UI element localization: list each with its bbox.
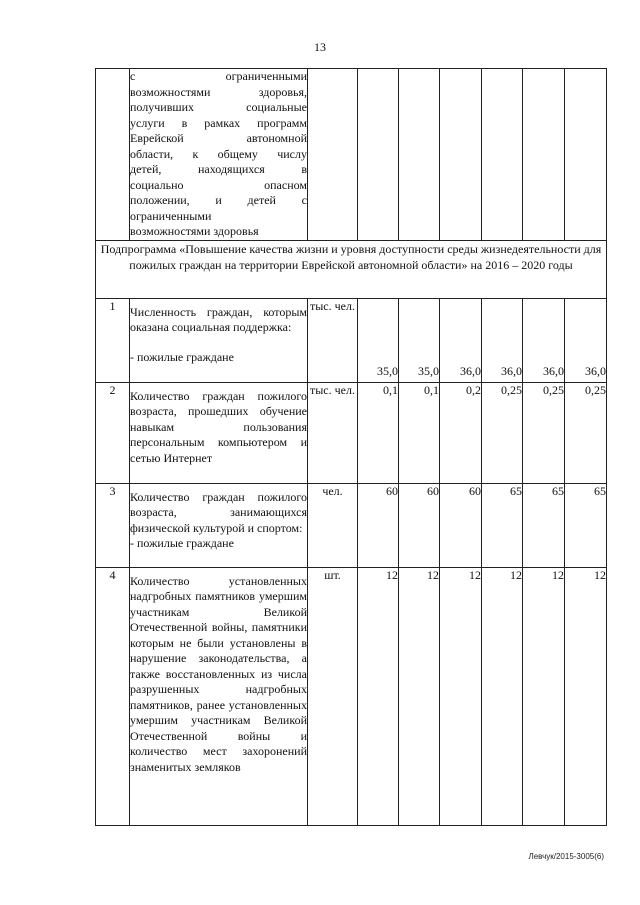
cell-indicator: Количество граждан пожилого возраста, прошедших обучение навыкам пользования персональным компьютером и сетью Интернет: [130, 382, 308, 483]
subprogram-heading: Подпрограмма «Повышение качества жизни и уровня доступности среды жизнедеятельности для пожилых граждан на территории Еврейской автономной области» на 2016 – 2020 годы: [96, 240, 607, 298]
page-number: 13: [314, 40, 326, 54]
indicator-line: с ограниченными: [130, 69, 307, 83]
indicator-text: Численность граждан, которым оказана социальная поддержка:: [130, 304, 307, 334]
cell-value: 12: [565, 567, 607, 825]
cell-value: 35,0: [399, 298, 440, 382]
cell-value: 12: [358, 567, 399, 825]
cell-value: 36,0: [565, 298, 607, 382]
indicator-line: области, к общему числу: [130, 146, 307, 161]
cell-value: 12: [482, 567, 523, 825]
cell-unit: чел.: [308, 483, 358, 567]
cell-value: [440, 69, 482, 241]
indicator-line: ограниченными: [130, 208, 212, 223]
cell-value: 60: [440, 483, 482, 567]
cell-num: 4: [96, 567, 130, 825]
indicator-line: социально опасном: [130, 177, 307, 192]
cell-indicator: [130, 298, 308, 382]
indicator-text: Количество граждан пожилого возраста, занимающихся физической культурой и спортом:: [130, 489, 307, 535]
cell-indicator: [130, 69, 308, 241]
indicator-line: возможностями здоровья: [130, 224, 259, 238]
cell-value: [482, 69, 523, 241]
indicator-subtext: - пожилые граждане: [130, 349, 234, 364]
cell-indicator: [130, 483, 308, 567]
cell-value: [565, 69, 607, 241]
cell-value: 0,1: [358, 382, 399, 483]
cell-unit: тыс. чел.: [308, 298, 358, 382]
cell-value: 0,2: [440, 382, 482, 483]
cell-value: 65: [482, 483, 523, 567]
cell-value: [358, 69, 399, 241]
table-row: [96, 382, 607, 483]
cell-value: 12: [523, 567, 565, 825]
cell-value: 36,0: [523, 298, 565, 382]
cell-num: [96, 69, 130, 241]
indicator-table: [95, 68, 607, 826]
indicator-line: Еврейской автономной: [130, 131, 307, 145]
cell-value: 0,1: [399, 382, 440, 483]
cell-num: 3: [96, 483, 130, 567]
table-row: [96, 298, 607, 382]
cell-unit: [308, 69, 358, 241]
indicator-line: услуги в рамках программ: [130, 115, 307, 130]
indicator-line: возможностями здоровья,: [130, 84, 307, 99]
cell-value: 65: [523, 483, 565, 567]
cell-num: 2: [96, 382, 130, 483]
cell-num: 1: [96, 298, 130, 382]
cell-value: 12: [399, 567, 440, 825]
table-row-subprogram: [96, 240, 607, 298]
cell-value: 36,0: [482, 298, 523, 382]
indicator-line: получивших социальные: [130, 100, 307, 114]
cell-unit: тыс. чел.: [308, 382, 358, 483]
document-footer: Левчук/2015-3005(6): [528, 852, 604, 861]
cell-value: 0,25: [565, 382, 607, 483]
indicator-line: детей, находящихся в: [130, 162, 307, 176]
cell-value: [399, 69, 440, 241]
cell-value: 0,25: [482, 382, 523, 483]
cell-value: [523, 69, 565, 241]
table-row-continuation: [96, 69, 607, 241]
cell-value: 60: [399, 483, 440, 567]
cell-value: 0,25: [523, 382, 565, 483]
cell-value: 36,0: [440, 298, 482, 382]
cell-value: 12: [440, 567, 482, 825]
table-row: [96, 483, 607, 567]
indicator-subtext: - пожилые граждане: [130, 536, 234, 550]
cell-unit: шт.: [308, 567, 358, 825]
indicator-line: положении, и детей с: [130, 193, 307, 207]
cell-indicator: Количество установленных надгробных памятников умершим участникам Великой Отечественной войны, памятники которым не были установлены в нарушение законодательства, а также восстановленных из числа разрушенных надгробных памятников, ранее установленных умершим участникам Великой Отечественной войны и количество мест захоронений знаменитых земляков: [130, 567, 308, 825]
cell-value: 65: [565, 483, 607, 567]
cell-value: 35,0: [358, 298, 399, 382]
table-row: [96, 567, 607, 825]
cell-value: 60: [358, 483, 399, 567]
